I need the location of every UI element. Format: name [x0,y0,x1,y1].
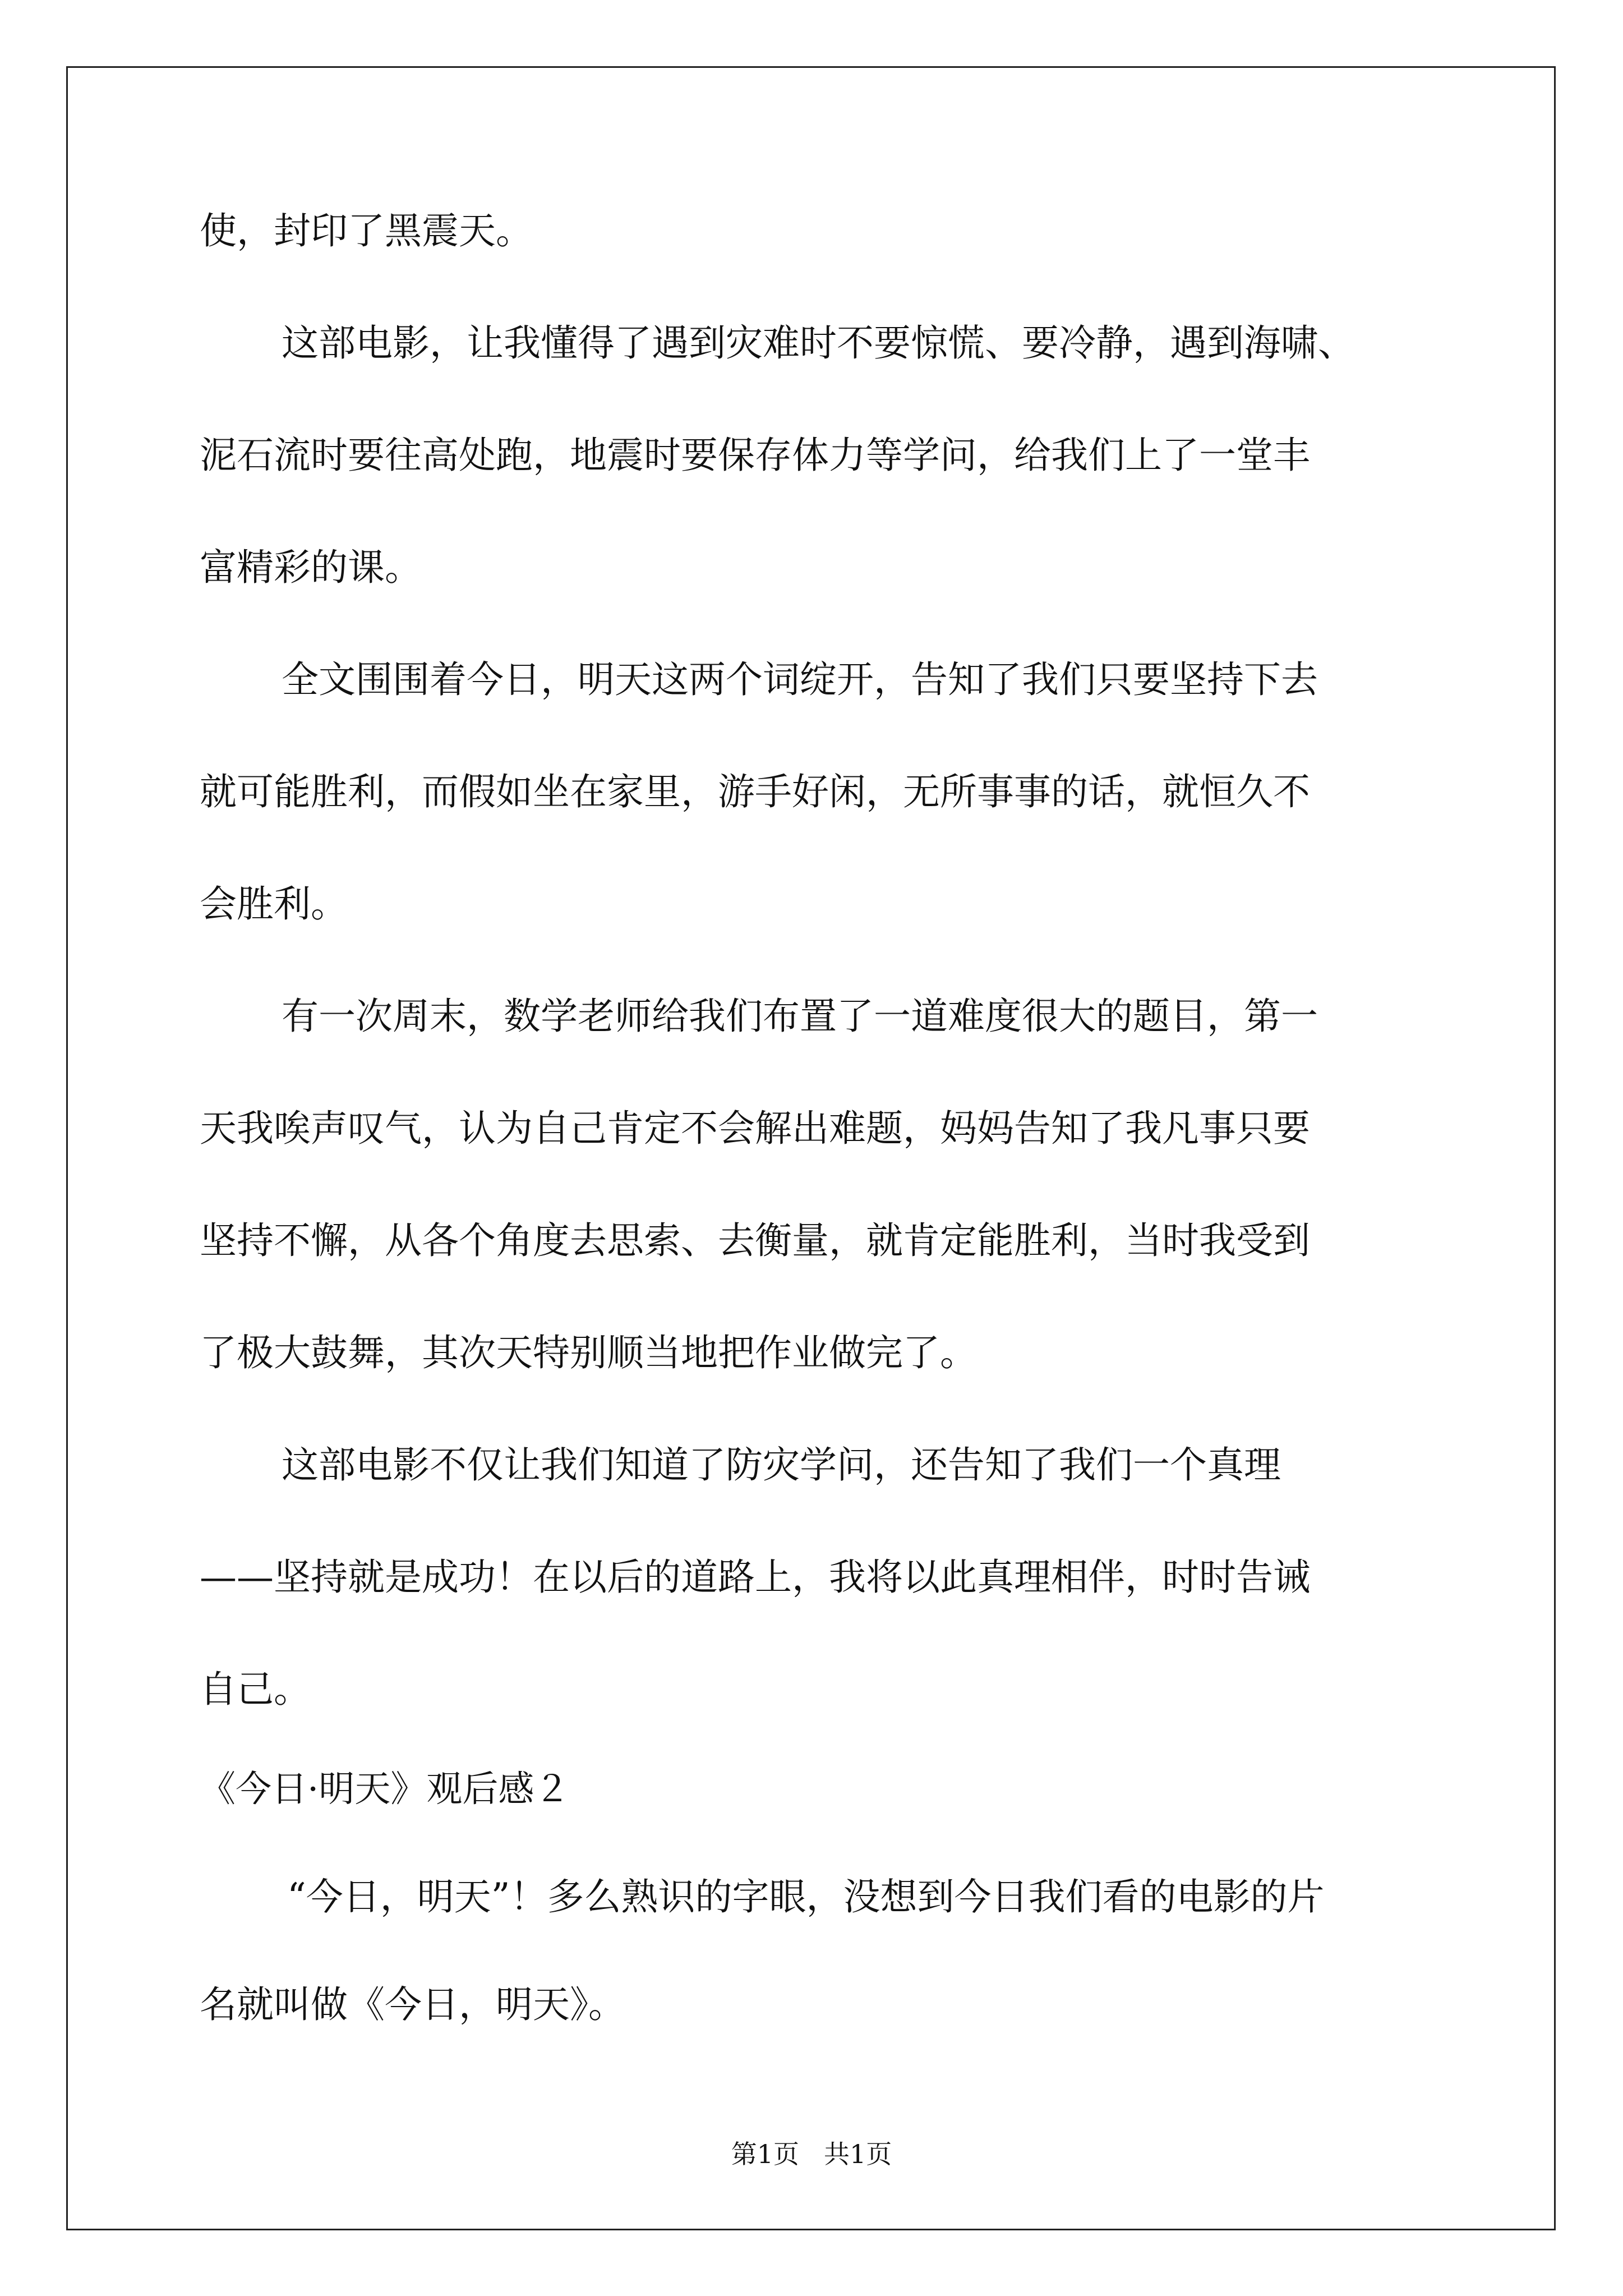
text-line: 会胜利。 [200,882,348,926]
paragraph-first-line: 这部电影不仅让我们知道了防灾学问，还告知了我们一个真理 [282,1443,1281,1487]
page-footer [0,2138,1623,2170]
page-number: 第1页 [731,2139,800,2169]
paragraph-first-line: 有一次周末，数学老师给我们布置了一道难度很大的题目，第一 [282,995,1318,1038]
text-line: 了极大鼓舞，其次天特别顺当地把作业做完了。 [200,1331,977,1374]
footer-spacer [799,2139,824,2169]
paragraph-first-line: 这部电影，让我懂得了遇到灾难时不要惊慌、要冷静，遇到海啸、 [282,321,1355,365]
text-line: 使，封印了黑震天。 [200,209,533,252]
text-line: 坚持不懈，从各个角度去思索、去衡量，就肯定能胜利，当时我受到 [200,1219,1310,1262]
paragraph-first-line: 全文围围着今日，明天这两个词绽开，告知了我们只要坚持下去 [282,658,1318,701]
text-line: 泥石流时要往高处跑，地震时要保存体力等学问，给我们上了一堂丰 [200,434,1310,477]
page-total: 共1页 [823,2139,892,2169]
text-line: 天我唉声叹气，认为自己肯定不会解出难题，妈妈告知了我凡事只要 [200,1107,1310,1150]
paragraph-first-line: “今日，明天”！多么熟识的字眼，没想到今日我们看的电影的片 [287,1875,1325,1918]
text-line: 自己。 [200,1668,311,1711]
text-line: 就可能胜利，而假如坐在家里，游手好闲，无所事事的话，就恒久不 [200,770,1310,813]
section-heading: 《今日·明天》观后感２ [200,1769,570,1810]
text-line: ——坚持就是成功！在以后的道路上，我将以此真理相伴，时时告诫 [200,1556,1310,1599]
text-line: 名就叫做《今日，明天》。 [200,1983,625,2026]
text-line: 富精彩的课。 [200,546,422,589]
